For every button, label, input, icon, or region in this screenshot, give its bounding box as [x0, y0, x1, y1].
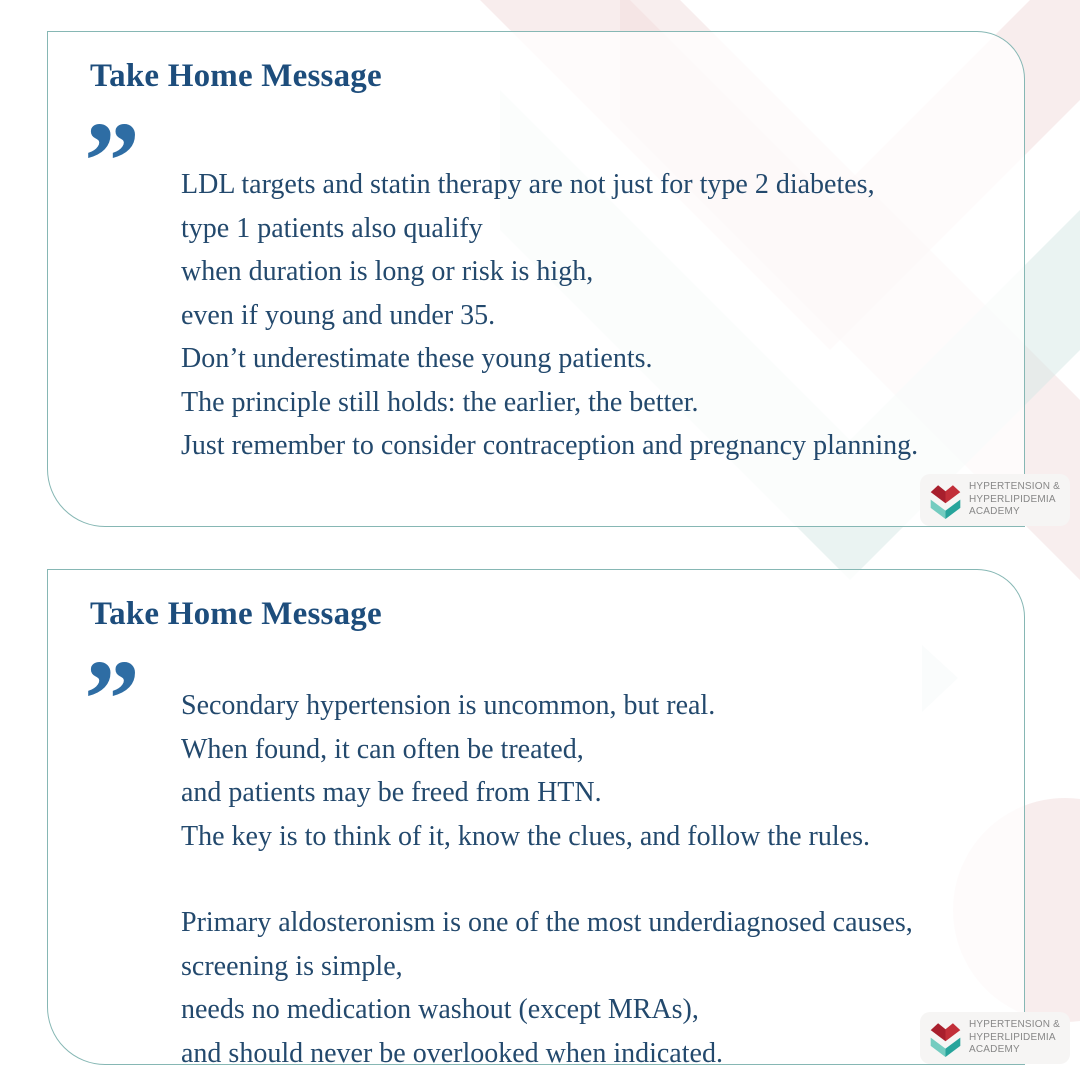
academy-logo-badge: [920, 474, 1070, 526]
quote-text-block: [181, 163, 988, 468]
logo-line: HYPERTENSION &: [969, 1019, 1060, 1031]
quote-line: type 1 patients also qualify: [181, 212, 483, 244]
card-title: Take Home Message: [90, 596, 382, 632]
quote-line: and should never be overlooked when indicated.: [181, 1037, 723, 1069]
logo-line: HYPERLIPIDEMIA: [969, 493, 1056, 505]
quote-line: screening is simple,: [181, 950, 403, 982]
card-title: Take Home Message: [90, 58, 382, 94]
quote-mark-icon: ”: [84, 638, 140, 762]
quote-line: The key is to think of it, know the clues, and follow the rules.: [181, 820, 870, 852]
heart-logo-icon: [927, 482, 964, 519]
academy-logo-text: [969, 481, 1060, 519]
quote-line: Just remember to consider contraception and pregnancy planning.: [181, 430, 919, 461]
quote-text-block: [181, 684, 988, 1075]
quote-paragraph: [181, 901, 988, 1075]
take-home-message-card-1: [47, 31, 1025, 527]
heart-logo-icon: [927, 1020, 964, 1057]
quote-paragraph: [181, 163, 988, 468]
quote-line: LDL targets and statin therapy are not just for type 2 diabetes,: [181, 169, 875, 200]
academy-logo-badge: [920, 1012, 1070, 1064]
logo-line: HYPERLIPIDEMIA: [969, 1031, 1056, 1043]
quote-line: and patients may be freed from HTN.: [181, 777, 602, 808]
quote-paragraph: [181, 684, 988, 858]
quote-line: When found, it can often be treated,: [181, 733, 584, 765]
quote-line: Primary aldosteronism is one of the most underdiagnosed causes,: [181, 907, 913, 938]
quote-line: The principle still holds: the earlier, the better.: [181, 386, 699, 418]
quote-line: needs no medication washout (except MRAs),: [181, 994, 699, 1025]
logo-line: ACADEMY: [969, 1044, 1020, 1056]
logo-line: ACADEMY: [969, 506, 1020, 518]
take-home-message-card-2: [47, 569, 1025, 1069]
quote-line: even if young and under 35.: [181, 299, 496, 331]
quote-mark-icon: ”: [84, 100, 140, 224]
quote-line: Don’t underestimate these young patients.: [181, 343, 653, 374]
logo-line: HYPERTENSION &: [969, 481, 1060, 493]
academy-logo-text: [969, 1019, 1060, 1057]
quote-line: Secondary hypertension is uncommon, but real.: [181, 690, 716, 721]
quote-line: when duration is long or risk is high,: [181, 256, 594, 287]
